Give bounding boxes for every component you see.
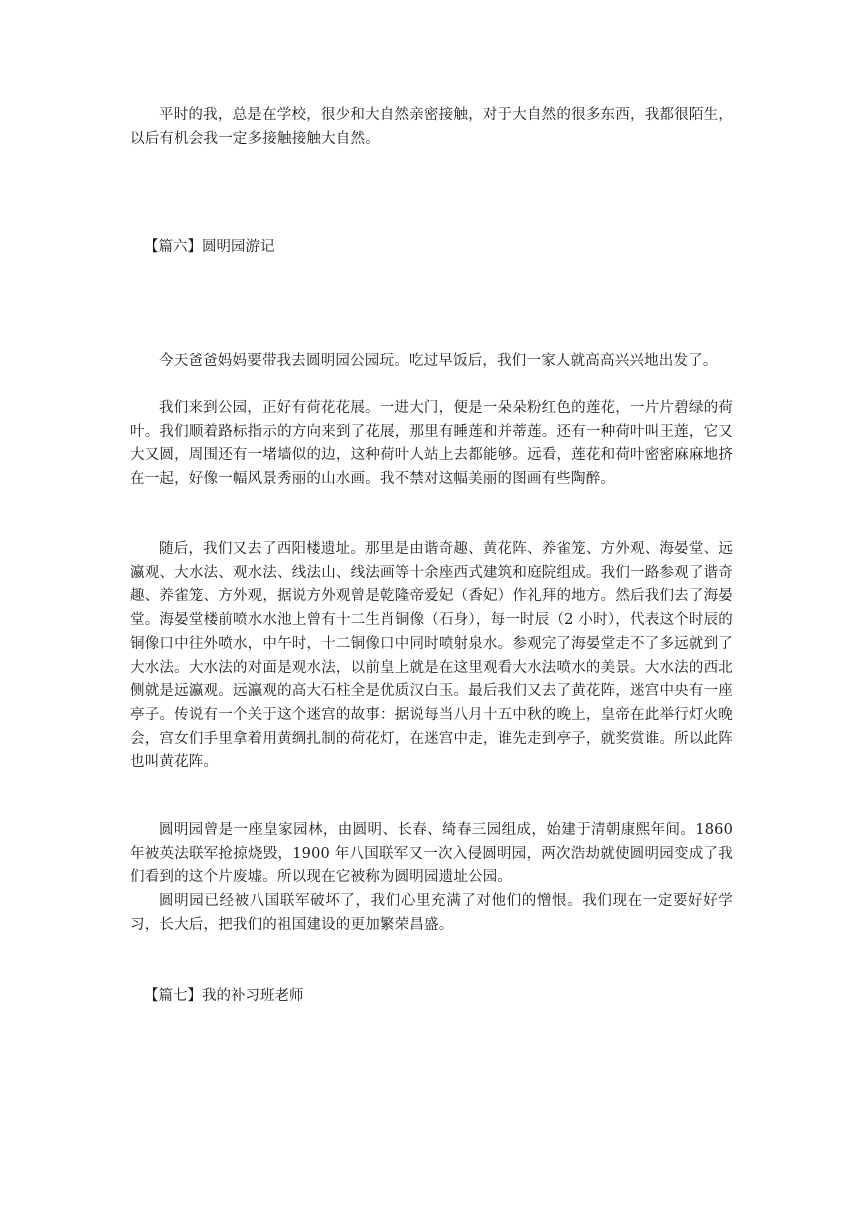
paragraph-conclusion: 圆明园已经被八国联军破坏了，我们心里充满了对他们的憎恨。我们现在一定要好好学习，长大后，把我们的祖国建设的更加繁荣昌盛。	[130, 893, 733, 933]
paragraph-lotus: 我们来到公园，正好有荷花花展。一进大门，便是一朵朵粉红色的莲花，一片片碧绿的荷叶。我们顺着路标指示的方向来到了花展，那里有睡莲和并蒂莲。还有一种荷叶叫王莲，它又大又圆，周围还有一堵墙似的边，这种荷叶人站上去都能够。远看，莲花和荷叶密密麻麻地挤在一起，好像一幅风景秀丽的山水画。我不禁对这幅美丽的图画有些陶醉。	[130, 400, 733, 488]
paragraph-xiyanglou: 随后，我们又去了西阳楼遗址。那里是由谐奇趣、黄花阵、养雀笼、方外观、海晏堂、远瀛观、大水法、观水法、线法山、线法画等十余座西式建筑和庭院组成。我们一路参观了谐奇趣、养雀笼、方外观，据说方外观曾是乾隆帝爱妃（香妃）作礼拜的地方。然后我们去了海晏堂。海晏堂楼前喷水水池上曾有十二生肖铜像（石身），每一时辰（2 小时），代表这个时辰的铜像口中往外喷水，中午时，十二铜像口中同时喷射泉水。参观完了海晏堂走不了多远就到了大水法。大水法的对面是观水法，以前皇上就是在这里观看大水法喷水的美景。大水法的西北侧就是远瀛观。远瀛观的高大石柱全是优质汉白玉。最后我们又去了黄花阵，迷宫中央有一座亭子。传说有一个关于这个迷宫的故事：据说每当八月十五中秋的晚上，皇帝在此举行灯火晚会，宫女们手里拿着用黄绸扎制的荷花灯，在迷宫中走，谁先走到亭子，就奖赏谁。所以此阵也叫黄花阵。	[130, 541, 733, 771]
section-heading-7: 【篇七】我的补习班老师	[144, 988, 304, 1004]
paragraph-nature: 平时的我，总是在学校，很少和大自然亲密接触，对于大自然的很多东西，我都很陌生，以后有机会我一定多接触接触大自然。	[130, 107, 733, 147]
paragraph-history: 圆明园曾是一座皇家园林，由圆明、长春、绮春三园组成，始建于清朝康熙年间。1860 年被英法联军抢掠烧毁，1900 年八国联军又一次入侵圆明园，两次浩劫就使圆明园变成了我们看到的这个片废墟。所以现在它被称为圆明园遗址公园。	[130, 822, 733, 886]
section-heading-6: 【篇六】圆明园游记	[144, 239, 275, 255]
paragraph-intro: 今天爸爸妈妈要带我去圆明园公园玩。吃过早饭后，我们一家人就高高兴兴地出发了。	[159, 353, 718, 369]
